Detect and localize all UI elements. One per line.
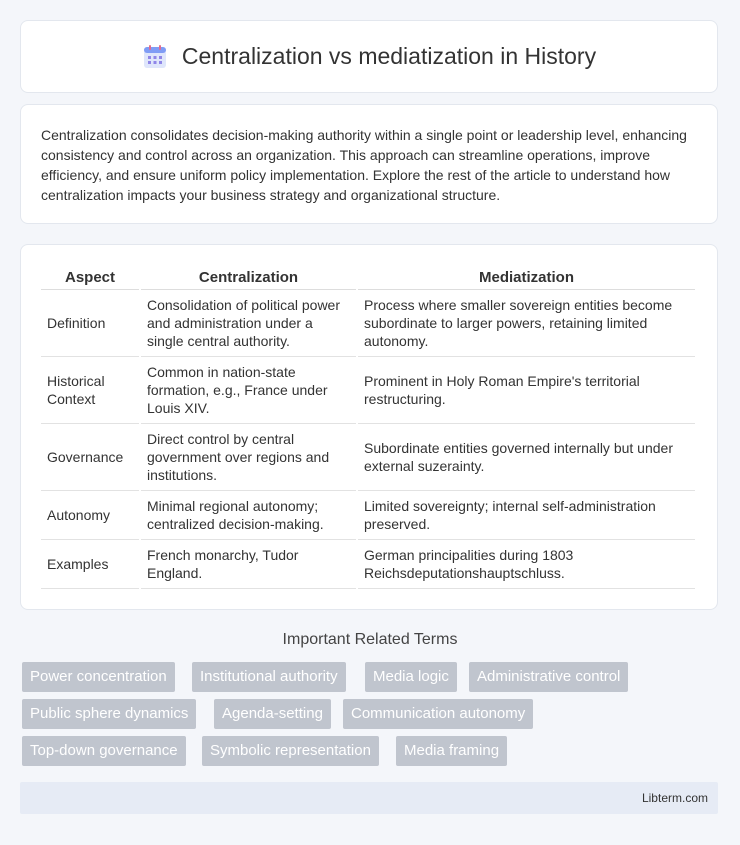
row-aspect: Historical Context xyxy=(41,357,139,424)
footer-site-link[interactable]: Libterm.com xyxy=(641,791,708,805)
table-row xyxy=(41,540,695,589)
comparison-table xyxy=(39,265,697,589)
table-row xyxy=(41,357,695,424)
intro-text: Centralization consolidates decision-making authority within a single point or leadership level, enhancing consistency and control across an organization. This approach can streamline operations, improve efficiency, and ensure uniform policy implementation. Explore the rest of the article to understand how centralization impacts your business strategy and organizational structure. xyxy=(41,127,687,203)
column-header-mediatization: Mediatization xyxy=(358,265,695,290)
related-terms-title: Important Related Terms xyxy=(282,631,458,648)
tag-power-concentration[interactable]: Power concentration xyxy=(22,662,175,692)
row-centralization: French monarchy, Tudor England. xyxy=(141,540,356,589)
footer xyxy=(20,782,718,814)
row-mediatization: Limited sovereignty; internal self-administration preserved. xyxy=(358,491,695,540)
tag-top-down-governance[interactable]: Top-down governance xyxy=(22,736,186,766)
row-aspect: Autonomy xyxy=(41,491,139,540)
comparison-card xyxy=(20,244,718,610)
intro-card xyxy=(20,104,718,224)
tag-media-framing[interactable]: Media framing xyxy=(396,736,507,766)
tag-media-logic[interactable]: Media logic xyxy=(365,662,457,692)
tag-administrative-control[interactable]: Administrative control xyxy=(469,662,628,692)
row-centralization: Consolidation of political power and administration under a single central authority. xyxy=(141,290,356,357)
column-header-aspect: Aspect xyxy=(41,265,139,290)
row-centralization: Minimal regional autonomy; centralized decision-making. xyxy=(141,491,356,540)
page-title: Centralization vs mediatization in History xyxy=(181,43,597,69)
header-card xyxy=(20,20,718,93)
table-row xyxy=(41,424,695,491)
table-header-row xyxy=(41,265,695,290)
tag-communication-autonomy[interactable]: Communication autonomy xyxy=(343,699,533,729)
row-mediatization: Process where smaller sovereign entities become subordinate to larger powers, retaining limited autonomy. xyxy=(358,290,695,357)
tag-institutional-authority[interactable]: Institutional authority xyxy=(192,662,346,692)
table-row xyxy=(41,290,695,357)
row-mediatization: Subordinate entities governed internally but under external suzerainty. xyxy=(358,424,695,491)
row-aspect: Governance xyxy=(41,424,139,491)
tag-agenda-setting[interactable]: Agenda-setting xyxy=(214,699,331,729)
table-row xyxy=(41,491,695,540)
row-centralization: Common in nation-state formation, e.g., France under Louis XIV. xyxy=(141,357,356,424)
calendar-icon xyxy=(142,44,168,70)
row-aspect: Definition xyxy=(41,290,139,357)
column-header-centralization: Centralization xyxy=(141,265,356,290)
row-centralization: Direct control by central government over regions and institutions. xyxy=(141,424,356,491)
row-aspect: Examples xyxy=(41,540,139,589)
row-mediatization: Prominent in Holy Roman Empire's territorial restructuring. xyxy=(358,357,695,424)
tag-symbolic-representation[interactable]: Symbolic representation xyxy=(202,736,379,766)
tag-public-sphere-dynamics[interactable]: Public sphere dynamics xyxy=(22,699,196,729)
row-mediatization: German principalities during 1803 Reichsdeputationshauptschluss. xyxy=(358,540,695,589)
